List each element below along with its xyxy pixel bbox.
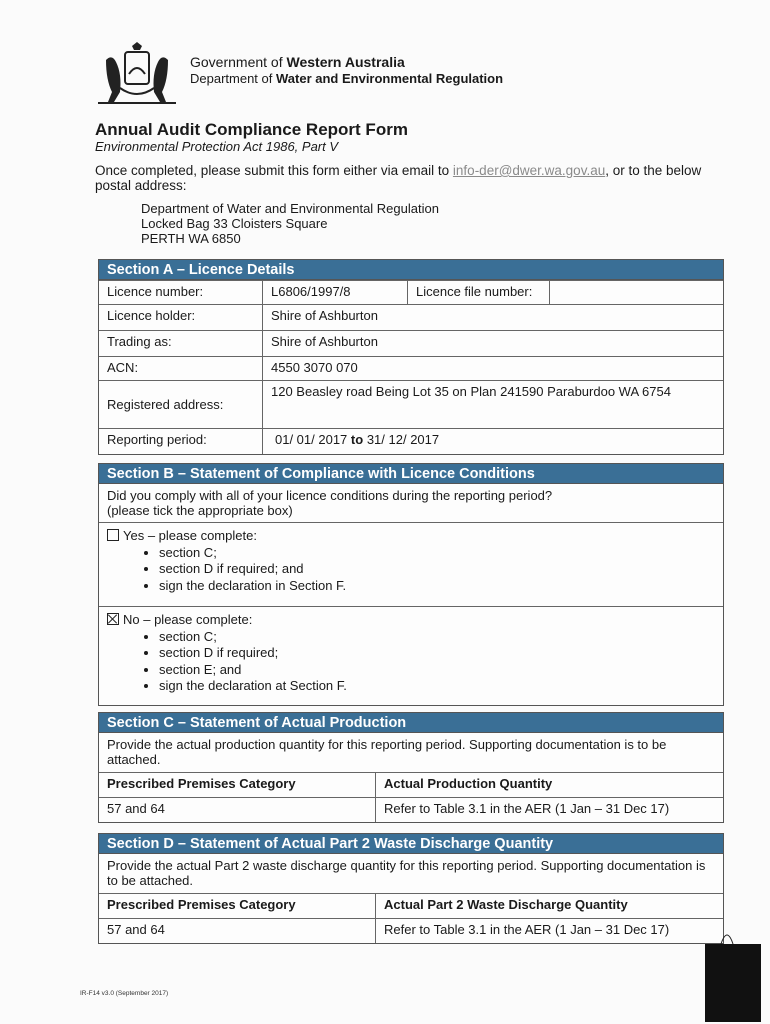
list-item: • section D if required; xyxy=(159,645,715,662)
no-option[interactable]: No – please complete: • section C; • section D if required; • section E; and • sign the declaration at Section F. xyxy=(99,606,723,705)
government-title: Government of Western Australia xyxy=(190,54,405,70)
list-item: • sign the declaration in Section F. xyxy=(159,578,715,595)
form-reference: IR-F14 v3.0 (September 2017) xyxy=(80,990,169,997)
list-item: • section C; xyxy=(159,545,715,562)
section-a-heading: Section A – Licence Details xyxy=(99,260,723,280)
section-c-instructions: Provide the actual production quantity for this reporting period. Supporting documentation is to be attached. xyxy=(107,737,667,767)
list-item: • section E; and xyxy=(159,662,715,679)
licence-number-field[interactable]: L6806/1997/8 xyxy=(262,281,407,304)
discharge-field[interactable]: Refer to Table 3.1 in the AER (1 Jan – 31 Dec 17) xyxy=(375,919,723,943)
trading-as-label: Trading as: xyxy=(107,334,172,349)
registered-address-label: Registered address: xyxy=(107,397,224,412)
scan-mark-icon xyxy=(717,926,737,944)
category-field[interactable]: 57 and 64 xyxy=(107,922,165,937)
list-item: • section D if required; and xyxy=(159,561,715,578)
licence-holder-field[interactable]: Shire of Ashburton xyxy=(262,305,723,330)
category-column-header: Prescribed Premises Category xyxy=(107,897,296,912)
checkbox-crossed-icon[interactable] xyxy=(107,613,119,625)
section-c-heading: Section C – Statement of Actual Production xyxy=(99,713,723,733)
section-b-question: Did you comply with all of your licence conditions during the reporting period? (please tick the appropriate box) xyxy=(107,488,553,518)
department-title: Department of Water and Environmental Regulation xyxy=(190,71,504,86)
email-link[interactable]: info-der@dwer.wa.gov.au xyxy=(452,163,606,178)
trading-as-field[interactable]: Shire of Ashburton xyxy=(262,331,723,356)
acn-field[interactable]: 4550 3070 070 xyxy=(262,357,723,380)
category-column-header: Prescribed Premises Category xyxy=(107,776,296,791)
reporting-period-label: Reporting period: xyxy=(107,432,207,447)
section-b-heading: Section B – Statement of Compliance with Licence Conditions xyxy=(99,464,723,484)
redaction-box xyxy=(705,944,761,1022)
list-item: • sign the declaration at Section F. xyxy=(159,678,715,695)
production-field[interactable]: Refer to Table 3.1 in the AER (1 Jan – 31 Dec 17) xyxy=(375,798,723,822)
checkbox-empty-icon[interactable] xyxy=(107,529,119,541)
section-d-instructions: Provide the actual Part 2 waste discharge quantity for this reporting period. Supporting documentation is to be attached. xyxy=(107,858,706,888)
licence-file-label: Licence file number: xyxy=(407,281,549,304)
section-b xyxy=(98,463,724,706)
acn-label: ACN: xyxy=(107,360,139,375)
submission-instructions: Once completed, please submit this form either via email to info-der@dwer.wa.gov.au, or to the below postal address: xyxy=(95,163,702,193)
section-c xyxy=(98,712,724,823)
postal-address: Department of Water and Environmental Regulation Locked Bag 33 Cloisters Square PERTH WA 6850 xyxy=(141,201,439,246)
discharge-column-header: Actual Part 2 Waste Discharge Quantity xyxy=(375,894,723,918)
section-d-heading: Section D – Statement of Actual Part 2 Waste Discharge Quantity xyxy=(99,834,723,854)
section-d xyxy=(98,833,724,944)
form-act: Environmental Protection Act 1986, Part V xyxy=(95,139,339,154)
licence-file-field[interactable] xyxy=(549,281,721,304)
section-a xyxy=(98,259,724,455)
registered-address-field[interactable]: 120 Beasley road Being Lot 35 on Plan 241590 Paraburdoo WA 6754 xyxy=(262,381,723,428)
licence-number-label: Licence number: xyxy=(107,284,204,299)
licence-holder-label: Licence holder: xyxy=(107,308,196,323)
category-field[interactable]: 57 and 64 xyxy=(107,801,165,816)
form-title: Annual Audit Compliance Report Form xyxy=(95,120,408,139)
yes-option[interactable]: Yes – please complete: • section C; • section D if required; and • sign the declaration in Section F. xyxy=(99,522,723,606)
wa-coat-of-arms-icon xyxy=(96,40,178,106)
list-item: • section C; xyxy=(159,629,715,646)
production-column-header: Actual Production Quantity xyxy=(375,773,723,797)
reporting-period-field[interactable]: 01/ 01/ 2017 to 31/ 12/ 2017 xyxy=(262,429,723,454)
